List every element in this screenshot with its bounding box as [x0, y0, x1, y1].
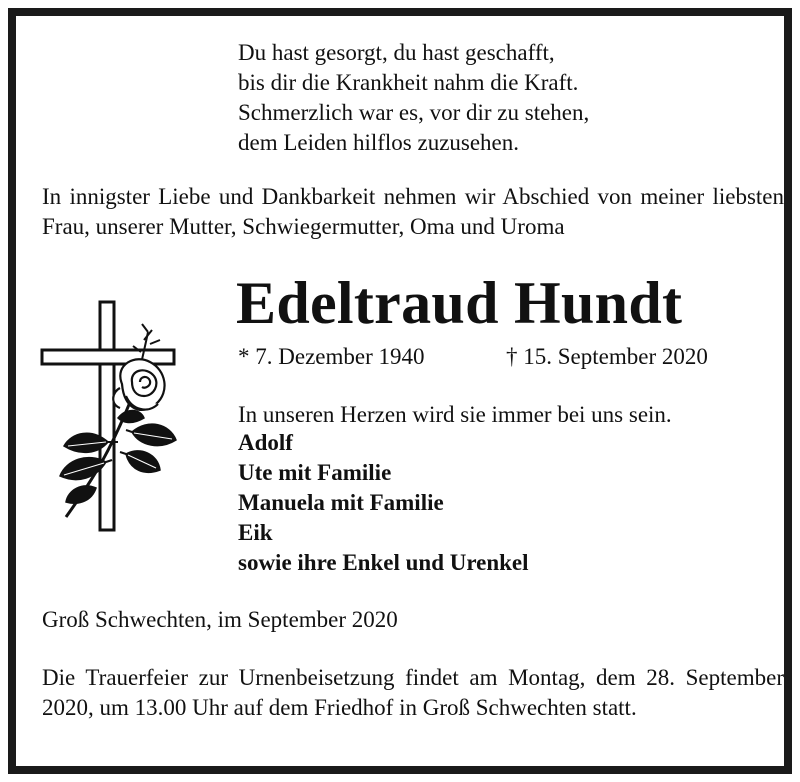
- memorial-poem: [238, 38, 758, 158]
- remembrance-line: In unseren Herzen wird sie immer bei uns sein.: [238, 402, 672, 427]
- birth-date: * 7. Dezember 1940: [238, 344, 425, 369]
- obituary-notice: [8, 8, 792, 774]
- poem-line: Schmerzlich war es, vor dir zu stehen,: [238, 100, 590, 125]
- farewell-intro: In innigster Liebe und Dankbarkeit nehmen wir Abschied von meiner liebsten Frau, unserer Mutter, Schwiegermutter, Oma und Uroma: [42, 184, 784, 239]
- funeral-details: Die Trauerfeier zur Urnenbeisetzung findet am Montag, dem 28. September 2020, um 13.00 Uhr auf dem Friedhof in Groß Schwechten statt.: [42, 665, 784, 720]
- cross-with-rose-icon: [36, 292, 186, 532]
- mourners-list: [238, 428, 529, 578]
- mourner-name: Adolf: [238, 430, 293, 455]
- poem-line: Du hast gesorgt, du hast geschafft,: [238, 40, 555, 65]
- mourner-name: Manuela mit Familie: [238, 490, 444, 515]
- death-date: † 15. September 2020: [506, 344, 708, 369]
- mourner-name: Ute mit Familie: [238, 460, 392, 485]
- poem-line: dem Leiden hilflos zuzusehen.: [238, 130, 520, 155]
- deceased-name: Edeltraud Hundt: [236, 270, 683, 336]
- place-and-date: Groß Schwechten, im September 2020: [42, 607, 398, 632]
- life-dates: [238, 342, 778, 372]
- mourner-name: sowie ihre Enkel und Urenkel: [238, 550, 529, 575]
- poem-line: bis dir die Krankheit nahm die Kraft.: [238, 70, 579, 95]
- mourner-name: Eik: [238, 520, 273, 545]
